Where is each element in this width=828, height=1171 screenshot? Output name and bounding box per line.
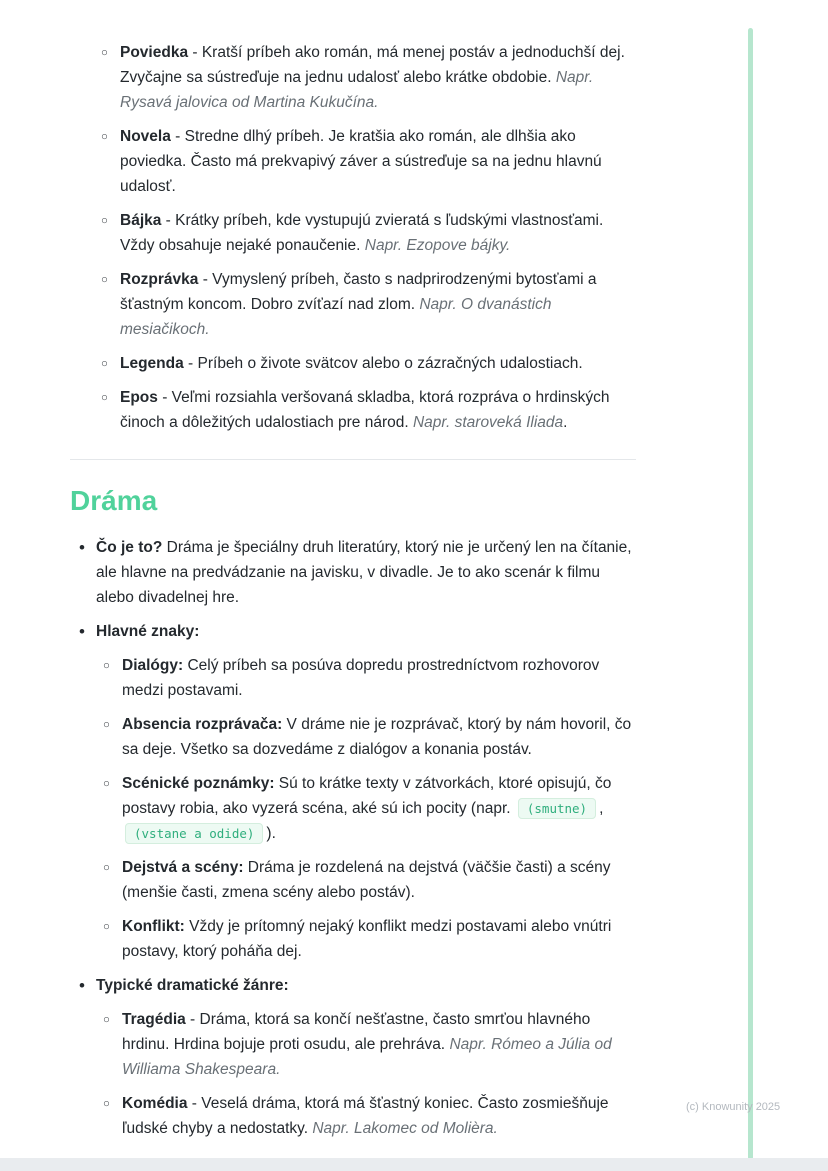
text-segment: ,: [599, 800, 604, 817]
drama-heading: Dráma: [70, 485, 158, 516]
text-segment: Epos: [120, 389, 158, 406]
section-divider: [70, 459, 636, 460]
text-segment: - Krátky príbeh, kde vystupujú zvieratá s ľudskými vlastnosťami. Vždy obsahuje nejaké ponaučenie.: [120, 212, 604, 254]
text-segment: Dráma je rozdelená na dejstvá (väčšie časti) a scény (menšie časti, zmena scény alebo postáv).: [122, 859, 611, 901]
text-segment: - Veselá dráma, ktorá má šťastný koniec. Často zosmiešňuje ľudské chyby a nedostatky.: [122, 1095, 609, 1137]
list-item: [94, 351, 636, 376]
sub-list-item: [96, 771, 636, 846]
text-segment: Absencia rozprávača:: [122, 716, 283, 733]
text-segment: Celý príbeh sa posúva dopredu prostredníctvom rozhovorov medzi postavami.: [122, 657, 600, 699]
text-segment: Napr. staroveká Iliada: [412, 414, 564, 431]
list-item: [70, 535, 636, 610]
list-item: [94, 40, 636, 115]
list-item: [94, 124, 636, 199]
text-segment: - Kratší príbeh ako román, má menej postáv a jednoduchší dej. Zvyčajne sa sústreďuje na jednu udalosť alebo krátke obdobie.: [120, 44, 625, 86]
text-segment: - Stredne dlhý príbeh. Je kratšia ako román, ale dlhšia ako poviedka. Často má prekvapivý záver a sústreďuje sa na jednu hlavnú udalosť.: [120, 128, 602, 195]
text-segment: Scénické poznámky:: [122, 775, 275, 792]
sub-list-item: [96, 1091, 636, 1141]
sub-list: [96, 653, 636, 964]
text-segment: Dialógy:: [122, 657, 184, 674]
text-segment: Tragédia: [122, 1011, 186, 1028]
sub-list-item: [96, 712, 636, 762]
document-content: [70, 40, 636, 1150]
list-item: [94, 208, 636, 258]
text-segment: - Vymyslený príbeh, často s nadprirodzenými bytosťami a šťastným koncom. Dobro zvíťazí nad zlom.: [120, 271, 597, 313]
text-segment: Bájka: [120, 212, 162, 229]
list-item: [70, 973, 636, 1141]
sub-list-item: [96, 1007, 636, 1082]
text-segment: Vždy je prítomný nejaký konflikt medzi postavami alebo vnútri postavy, ktorý poháňa dej.: [122, 918, 612, 960]
text-segment: Sú to krátke texty v zátvorkách, ktoré opisujú, čo postavy robia, ako vyzerá scéna, aké sú ich pocity (napr.: [122, 775, 612, 817]
text-segment: Poviedka: [120, 44, 189, 61]
list-item: [70, 619, 636, 964]
text-segment: Legenda: [120, 355, 184, 372]
page-gap: [0, 1158, 828, 1171]
text-segment: Typické dramatické žánre:: [96, 977, 289, 994]
text-segment: V dráme nie je rozprávač, ktorý by nám hovoril, čo sa deje. Všetko sa dozvedáme z dialógov a konania postáv.: [122, 716, 632, 758]
epika-genres-list: [94, 40, 636, 435]
text-segment: Napr. O dvanástich mesiačikoch.: [120, 296, 552, 338]
text-segment: Hlavné znaky:: [96, 623, 200, 640]
text-segment: Čo je to?: [96, 539, 163, 556]
text-segment: - Príbeh o živote svätcov alebo o zázračných udalostiach.: [183, 355, 583, 372]
text-segment: Dejstvá a scény:: [122, 859, 244, 876]
copyright-footer: (c) Knowunity 2025: [686, 1101, 781, 1113]
text-segment: ).: [266, 825, 276, 842]
sub-list-item: [96, 855, 636, 905]
sub-list-item: [96, 914, 636, 964]
text-segment: - Veľmi rozsiahla veršovaná skladba, ktorá rozpráva o hrdinských činoch a dôležitých udalostiach pre národ.: [120, 389, 610, 431]
drama-list: [70, 535, 636, 1141]
text-segment: .: [563, 414, 568, 431]
text-segment: Komédia: [122, 1095, 188, 1112]
text-segment: Rozprávka: [120, 271, 199, 288]
text-segment: Napr. Rómeo a Júlia od Williama Shakespeara.: [122, 1036, 612, 1078]
sub-list-item: [96, 653, 636, 703]
text-segment: Napr. Rysavá jalovica od Martina Kukučína.: [120, 69, 594, 111]
text-segment: Dráma je špeciálny druh literatúry, ktorý nie je určený len na čítanie, ale hlavne na predvádzanie na javisku, v divadle. Je to ako scenár k filmu alebo divadelnej hre.: [96, 539, 632, 606]
text-segment: Konflikt:: [122, 918, 185, 935]
text-segment: Napr. Ezopove bájky.: [364, 237, 511, 254]
sub-list: [96, 1007, 636, 1141]
text-segment: Napr. Lakomec od Molièra.: [312, 1120, 498, 1137]
inline-code: (vstane a odide): [125, 823, 263, 844]
text-segment: - Dráma, ktorá sa končí nešťastne, často smrťou hlavného hrdinu. Hrdina bojuje proti osudu, ale prehráva.: [122, 1011, 591, 1053]
inline-code: (smutne): [518, 798, 596, 819]
text-segment: Novela: [120, 128, 171, 145]
scroll-indicator[interactable]: [748, 28, 753, 1160]
list-item: [94, 267, 636, 342]
list-item: [94, 385, 636, 435]
